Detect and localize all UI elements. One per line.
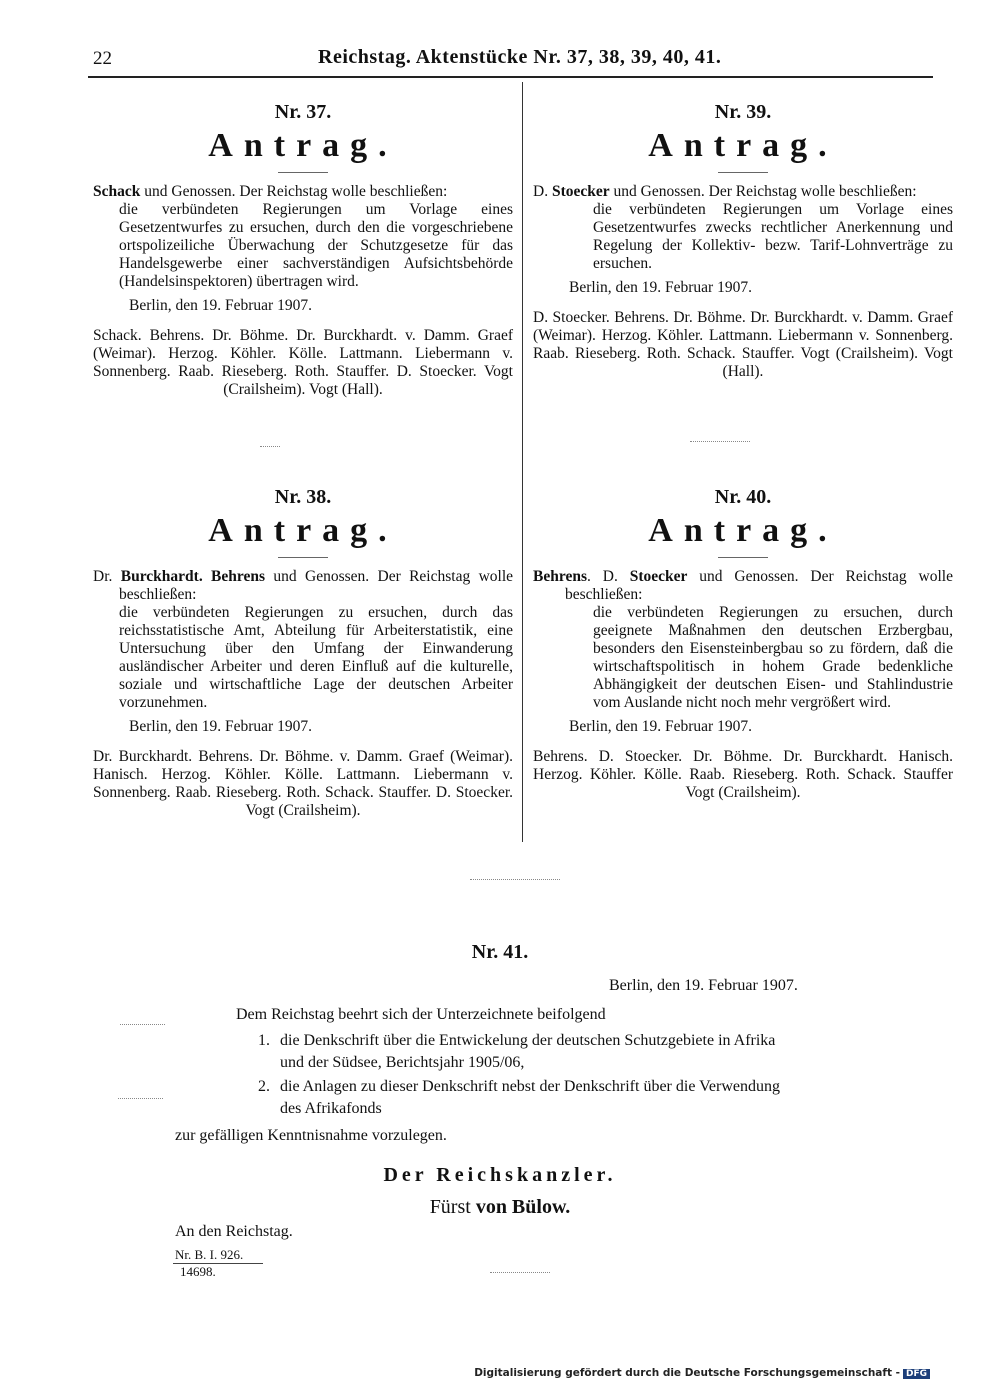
section-separator [470, 879, 560, 880]
doc37-number: Nr. 37. [274, 101, 332, 123]
doc38-lead [93, 568, 513, 604]
addressee: An den Reichstag. [175, 1223, 293, 1240]
digitization-credit [474, 1367, 930, 1379]
doc39-lead-name: Stoecker [551, 183, 610, 200]
document-39 [533, 100, 953, 381]
dfg-logo: DFG [903, 1369, 930, 1379]
signature-prefix: Fürst [429, 1196, 476, 1218]
header-rule [88, 76, 933, 78]
doc39-date: Berlin, den 19. Februar 1907. [569, 279, 752, 296]
document-40 [533, 485, 953, 802]
doc40-date: Berlin, den 19. Februar 1907. [569, 718, 752, 735]
doc40-lead-name2: Stoecker [629, 568, 688, 585]
doc37-signers: Schack. Behrens. Dr. Böhme. Dr. Burckhardt. v. Damm. Graef (Weimar). Herzog. Köhler. Kölle. Lattmann. Liebermann v. Sonnenberg. Raab. Rieseberg. Roth. Stauffer. D. Stoecker. Vogt (Crailsheim). Vogt (Hall). [93, 327, 513, 398]
doc39-lead-prefix: D. [533, 183, 552, 200]
section-separator [690, 441, 750, 442]
doc38-lead-prefix: Dr. [93, 568, 121, 585]
doc38-body: die verbündeten Regierungen zu ersuchen, durch das reichsstatistische Amt, Abteilung für Arbeiterstatistik, eine Untersuchung über den Umfang der Einwanderung ausländischer Arbeiter und deren Einfluß auf die kulturelle, soziale und wirtschaftliche Lage der deutschen Arbeiter vorzunehmen. [119, 604, 513, 711]
doc40-number: Nr. 40. [714, 486, 772, 508]
doc41-item-line: die Anlagen zu dieser Denkschrift nebst der Denkschrift über die Verwendung [280, 1078, 780, 1095]
doc40-lead [533, 568, 953, 604]
doc40-title-rule [718, 557, 768, 558]
margin-mark [118, 1098, 163, 1099]
doc41-item-number: 2. [258, 1078, 270, 1095]
doc39-title: Antrag. [648, 127, 838, 164]
column-divider [522, 82, 523, 842]
doc39-signers: D. Stoecker. Behrens. Dr. Böhme. Dr. Burckhardt. v. Damm. Graef (Weimar). Herzog. Köhler. Lattmann. Liebermann v. Sonnenberg. Raab. Rieseberg. Roth. Schack. Stauffer. Vogt (Crailsheim). Vogt (Hall). [533, 309, 953, 380]
doc38-lead-text: und Genossen. Der Reichstag wolle beschließen: [119, 568, 514, 603]
doc40-body: die verbündeten Regierungen zu ersuchen, durch geeignete Maßnahmen den deutschen Erzbergbau, besonders den Eisensteinbergbau so zu fördern, daß die wirtschaftspolitisch in hohem Grade bedenkliche Abhängigkeit der deutschen Eisen- und Stahlindustrie vom Auslande nicht noch mehr vergrößert wird. [593, 604, 953, 711]
signature-title: Der Reichskanzler. [383, 1164, 617, 1186]
doc37-lead-name: Schack [93, 183, 141, 200]
signature-surname: von Bülow. [475, 1196, 571, 1218]
doc40-lead-text: und Genossen. Der Reichstag wolle beschließen: [565, 568, 953, 603]
doc37-lead-text: und Genossen. Der Reichstag wolle beschließen: [140, 183, 448, 200]
document-37 [93, 100, 513, 399]
signature-name [0, 1196, 1000, 1219]
doc37-body: die verbündeten Regierungen um Vorlage eines Gesetzentwurfes zu ersuchen, durch den die vorgeschriebene ortspolizeiliche Überwachung der Schutzgesetze für das Handelsgewerbe einer sachverständigen Aufsichtsbehörde (Handelsinspektoren) übertragen wird. [119, 201, 513, 290]
doc39-number: Nr. 39. [714, 101, 772, 123]
doc37-date: Berlin, den 19. Februar 1907. [129, 297, 312, 314]
doc41-number: Nr. 41. [471, 941, 529, 963]
section-separator [490, 1272, 550, 1273]
reference-number: 14698. [180, 1264, 216, 1279]
doc41-intro: Dem Reichstag beehrt sich der Unterzeichnete beifolgend [236, 1006, 606, 1023]
doc39-lead [533, 183, 953, 201]
doc41-item-line: des Afrikafonds [280, 1100, 382, 1117]
doc41-item-line: und der Südsee, Berichtsjahr 1905/06, [280, 1054, 525, 1071]
doc41-item [258, 1076, 878, 1120]
doc39-body: die verbündeten Regierungen um Vorlage eines Gesetzentwurfes zwecks rechtlicher Anerkennung und Regelung der Kollektiv- bezw. Tarif-Lohnverträge zu ersuchen. [593, 201, 953, 272]
doc41-item-number: 1. [258, 1032, 270, 1049]
doc41-closing: zur gefälligen Kenntnisnahme vorzulegen. [175, 1127, 447, 1144]
document-38 [93, 485, 513, 820]
doc40-lead-mid: . D. [586, 568, 630, 585]
doc37-lead [93, 183, 513, 201]
doc40-title: Antrag. [648, 512, 838, 549]
margin-mark [120, 1024, 165, 1025]
doc37-title-rule [278, 172, 328, 173]
doc41-date: Berlin, den 19. Februar 1907. [609, 977, 798, 994]
doc39-title-rule [718, 172, 768, 173]
doc38-number: Nr. 38. [274, 486, 332, 508]
running-title: Reichstag. Aktenstücke Nr. 37, 38, 39, 40, 41. [318, 46, 722, 68]
doc39-lead-text: und Genossen. Der Reichstag wolle beschließen: [609, 183, 917, 200]
doc40-signers: Behrens. D. Stoecker. Dr. Böhme. Dr. Burckhardt. Hanisch. Herzog. Köhler. Kölle. Raab. Rieseberg. Roth. Schack. Stauffer Vogt (Crailsheim). [533, 748, 953, 801]
credit-text: Digitalisierung gefördert durch die Deutsche Forschungsgemeinschaft - [474, 1367, 900, 1379]
doc40-lead-name: Behrens [533, 568, 587, 585]
doc38-signers: Dr. Burckhardt. Behrens. Dr. Böhme. v. Damm. Graef (Weimar). Hanisch. Herzog. Köhler. Kölle. Lattmann. Liebermann v. Sonnenberg. Raab. Rieseberg. Roth. Schack. Stauffer. D. Stoecker. Vogt (Crailsheim). [93, 748, 513, 819]
doc41-item-line: die Denkschrift über die Entwickelung der deutschen Schutzgebiete in Afrika [280, 1032, 776, 1049]
page-number: 22 [93, 48, 112, 69]
doc38-title-rule [278, 557, 328, 558]
section-separator [260, 446, 280, 447]
doc38-date: Berlin, den 19. Februar 1907. [129, 718, 312, 735]
doc41-item [258, 1030, 878, 1074]
doc37-title: Antrag. [208, 127, 398, 164]
reference: Nr. B. I. 926. [175, 1247, 244, 1262]
doc38-title: Antrag. [208, 512, 398, 549]
doc38-lead-name: Burckhardt. Behrens [120, 568, 266, 585]
